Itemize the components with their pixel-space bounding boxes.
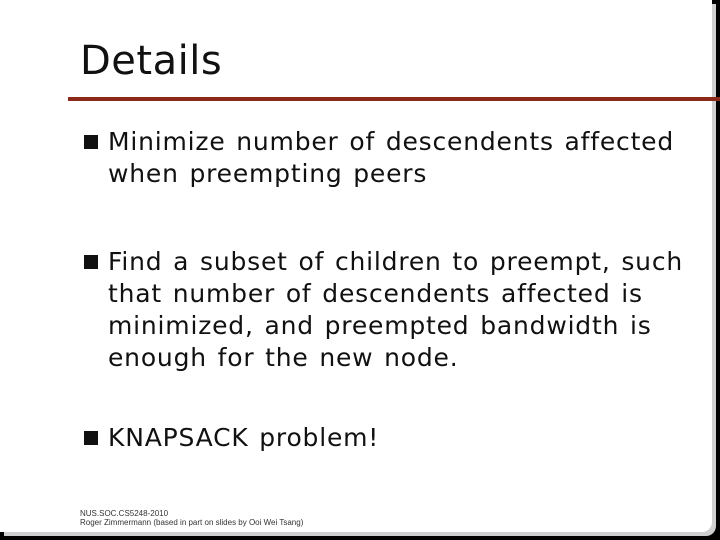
bullet-item — [84, 246, 694, 374]
footer-credit: Roger Zimmermann (based in part on slides by Ooi Wei Tsang) — [80, 518, 304, 527]
bullet-text: KNAPSACK problem! — [108, 423, 380, 452]
square-bullet-icon — [84, 431, 98, 445]
bullet-item — [84, 126, 694, 190]
footer-course: NUS.SOC.CS5248-2010 — [80, 509, 169, 518]
square-bullet-icon — [84, 135, 98, 149]
slide-footer — [80, 509, 303, 527]
square-bullet-icon — [84, 255, 98, 269]
title-underline — [68, 97, 720, 101]
bullet-text: Find a subset of children to preempt, such that number of descendents affected is minimized, and preempted bandwidth is enough for the new node. — [108, 247, 684, 372]
slide-title: Details — [80, 38, 223, 84]
bullet-text: Minimize number of descendents affected when preempting peers — [108, 127, 675, 188]
bullet-item — [84, 422, 694, 454]
